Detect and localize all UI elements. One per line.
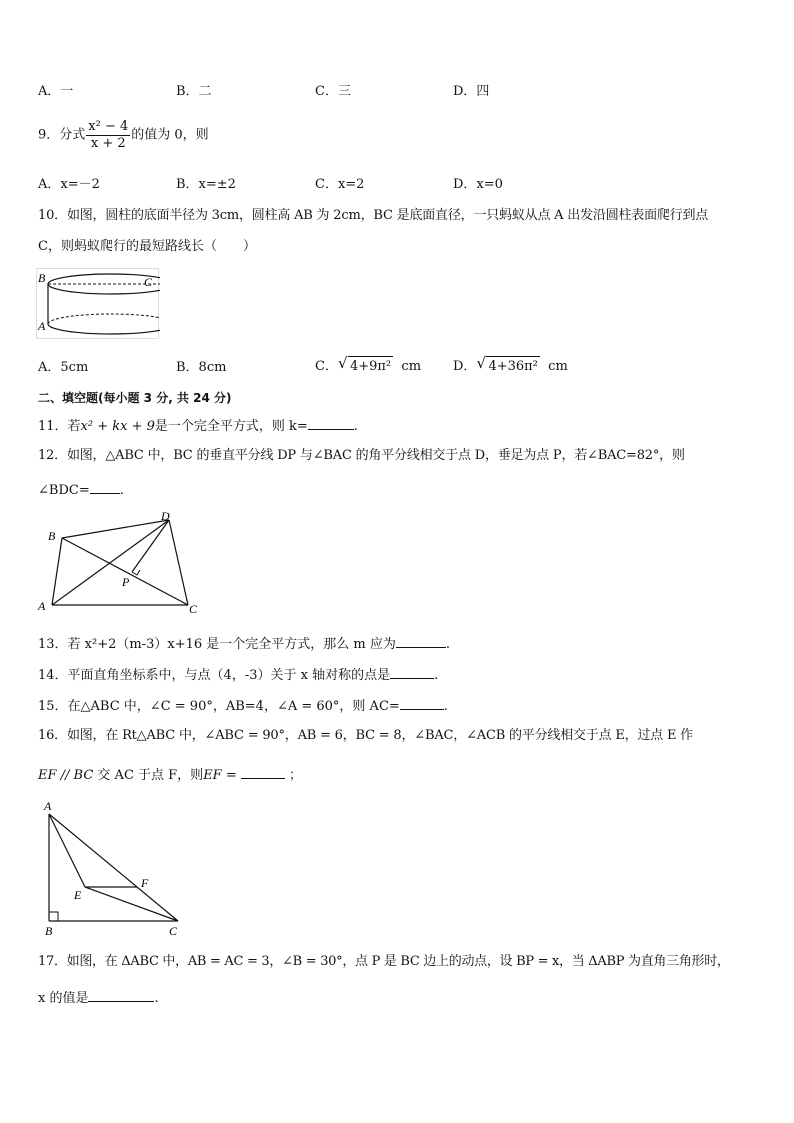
- q17-line2: [38, 988, 159, 1008]
- q9-option-b: B．x=±2: [176, 177, 236, 192]
- q8-option-a: A．一: [38, 84, 74, 99]
- q17-period: .: [154, 991, 159, 1006]
- sqrt-symbol: √ 4+36π²: [476, 354, 538, 374]
- q10-option-d-prefix: D．: [453, 359, 477, 374]
- q15-answer-blank: [400, 696, 444, 710]
- q8-option-d: D．四: [453, 84, 490, 99]
- q11-question: [38, 416, 358, 436]
- cylinder-label-c: C: [144, 275, 153, 289]
- q8-option-c: C．三: [315, 84, 351, 99]
- q14-question: [38, 665, 438, 685]
- q10-option-d: [453, 356, 568, 376]
- q10-option-c-prefix: C．: [315, 359, 338, 374]
- section-2-heading: 二、填空题(每小题 3 分, 共 24 分): [38, 391, 232, 405]
- fig12-label-a: A: [38, 599, 46, 613]
- q17-line1: 17．如图，在 ΔABC 中，AB = AC = 3，∠B = 30°，点 P 是 BC 边上的动点，设 BP = x，当 ΔABP 为直角三角形时，: [38, 954, 730, 969]
- q9-prefix: 9．分式: [38, 127, 86, 143]
- fig12-label-c: C: [189, 602, 198, 616]
- fig16-label-b: B: [45, 924, 53, 938]
- q9-option-c: C．x=2: [315, 177, 365, 192]
- q16-expr-ef: EF =: [203, 768, 237, 783]
- q9-option-a: A．x=－2: [38, 177, 100, 192]
- cylinder-label-a: A: [38, 319, 46, 333]
- q14-text: 14．平面直角坐标系中，与点（4，-3）关于 x 轴对称的点是: [38, 668, 391, 683]
- q13-question: [38, 634, 450, 654]
- q9-denominator: x + 2: [90, 136, 126, 151]
- q10-option-d-unit: cm: [548, 359, 568, 374]
- fig12-label-d: D: [161, 509, 170, 523]
- q12-line2: [38, 480, 124, 500]
- sqrt-symbol: √ 4+9π²: [337, 354, 392, 374]
- fig16-label-f: F: [141, 876, 149, 890]
- q12-answer-blank: [90, 480, 120, 494]
- fig12-label-p: P: [122, 575, 130, 589]
- fig12-label-b: B: [48, 529, 56, 543]
- q10-option-d-radicand: 4+36π²: [486, 356, 539, 376]
- q13-period: .: [445, 637, 451, 652]
- q10-option-c: [315, 356, 421, 376]
- q14-answer-blank: [390, 665, 434, 679]
- q10-option-a: A．5cm: [38, 360, 89, 375]
- q17-line2-text: x 的值是: [38, 991, 89, 1006]
- q8-option-b: B．二: [176, 84, 212, 99]
- q15-period: .: [443, 699, 448, 714]
- q10-option-b: B．8cm: [176, 360, 227, 375]
- q10-line1: 10．如图，圆柱的底面半径为 3cm，圆柱高 AB 为 2cm，BC 是底面直径，一只蚂蚁从点 A 出发沿圆柱表面爬行到点: [38, 208, 709, 223]
- q11-suffix: 是一个完全平方式，则 k=: [154, 419, 308, 434]
- cylinder-label-b: B: [38, 271, 46, 285]
- q16-line2: [38, 765, 302, 785]
- q11-expression: x² + kx + 9: [80, 419, 155, 434]
- q16-expr-ef-parallel-bc: EF // BC: [38, 768, 94, 783]
- q9-question: [38, 119, 209, 152]
- q9-option-d: D．x=0: [453, 177, 503, 192]
- q16-line1: 16．如图，在 Rt△ABC 中，∠ABC = 90°，AB = 6，BC = 8，∠BAC，∠ACB 的平分线相交于点 E，过点 E 作: [38, 728, 693, 743]
- q10-line2: C，则蚂蚁爬行的最短路线长（ ）: [38, 239, 256, 254]
- q11-period: .: [353, 419, 358, 434]
- q11-prefix: 11．若: [38, 419, 81, 434]
- q11-answer-blank: [308, 416, 354, 430]
- q12-period: .: [119, 483, 124, 498]
- triangle-abc-figure: [36, 508, 206, 618]
- q9-numerator: x² − 4: [88, 119, 129, 134]
- q10-option-c-unit: cm: [401, 359, 422, 374]
- cylinder-figure: [36, 268, 160, 340]
- q10-option-c-radicand: 4+9π²: [348, 356, 393, 376]
- q15-question: [38, 696, 448, 716]
- q16-line2-mid: 交 AC 于点 F，则: [97, 768, 204, 783]
- q17-answer-blank: [88, 988, 154, 1002]
- fig16-label-c: C: [169, 924, 178, 938]
- q16-answer-blank: [241, 765, 285, 779]
- right-triangle-figure: [36, 798, 186, 940]
- q12-line1: 12．如图，△ABC 中，BC 的垂直平分线 DP 与∠BAC 的角平分线相交于点 D，垂足为点 P，若∠BAC=82°，则: [38, 448, 685, 463]
- fig16-label-a: A: [44, 799, 52, 813]
- q9-fraction: [86, 119, 130, 152]
- q15-text: 15．在△ABC 中，∠C = 90°，AB=4，∠A = 60°，则 AC=: [38, 699, 400, 714]
- q13-answer-blank: [396, 634, 446, 648]
- q12-line2-text: ∠BDC=: [38, 483, 90, 498]
- q16-end: ；: [289, 768, 303, 783]
- q9-suffix: 的值为 0，则: [131, 127, 209, 143]
- q14-period: .: [434, 668, 439, 683]
- q13-text: 13．若 x²+2（m-3）x+16 是一个完全平方式，那么 m 应为: [38, 637, 396, 652]
- fig16-label-e: E: [74, 888, 82, 902]
